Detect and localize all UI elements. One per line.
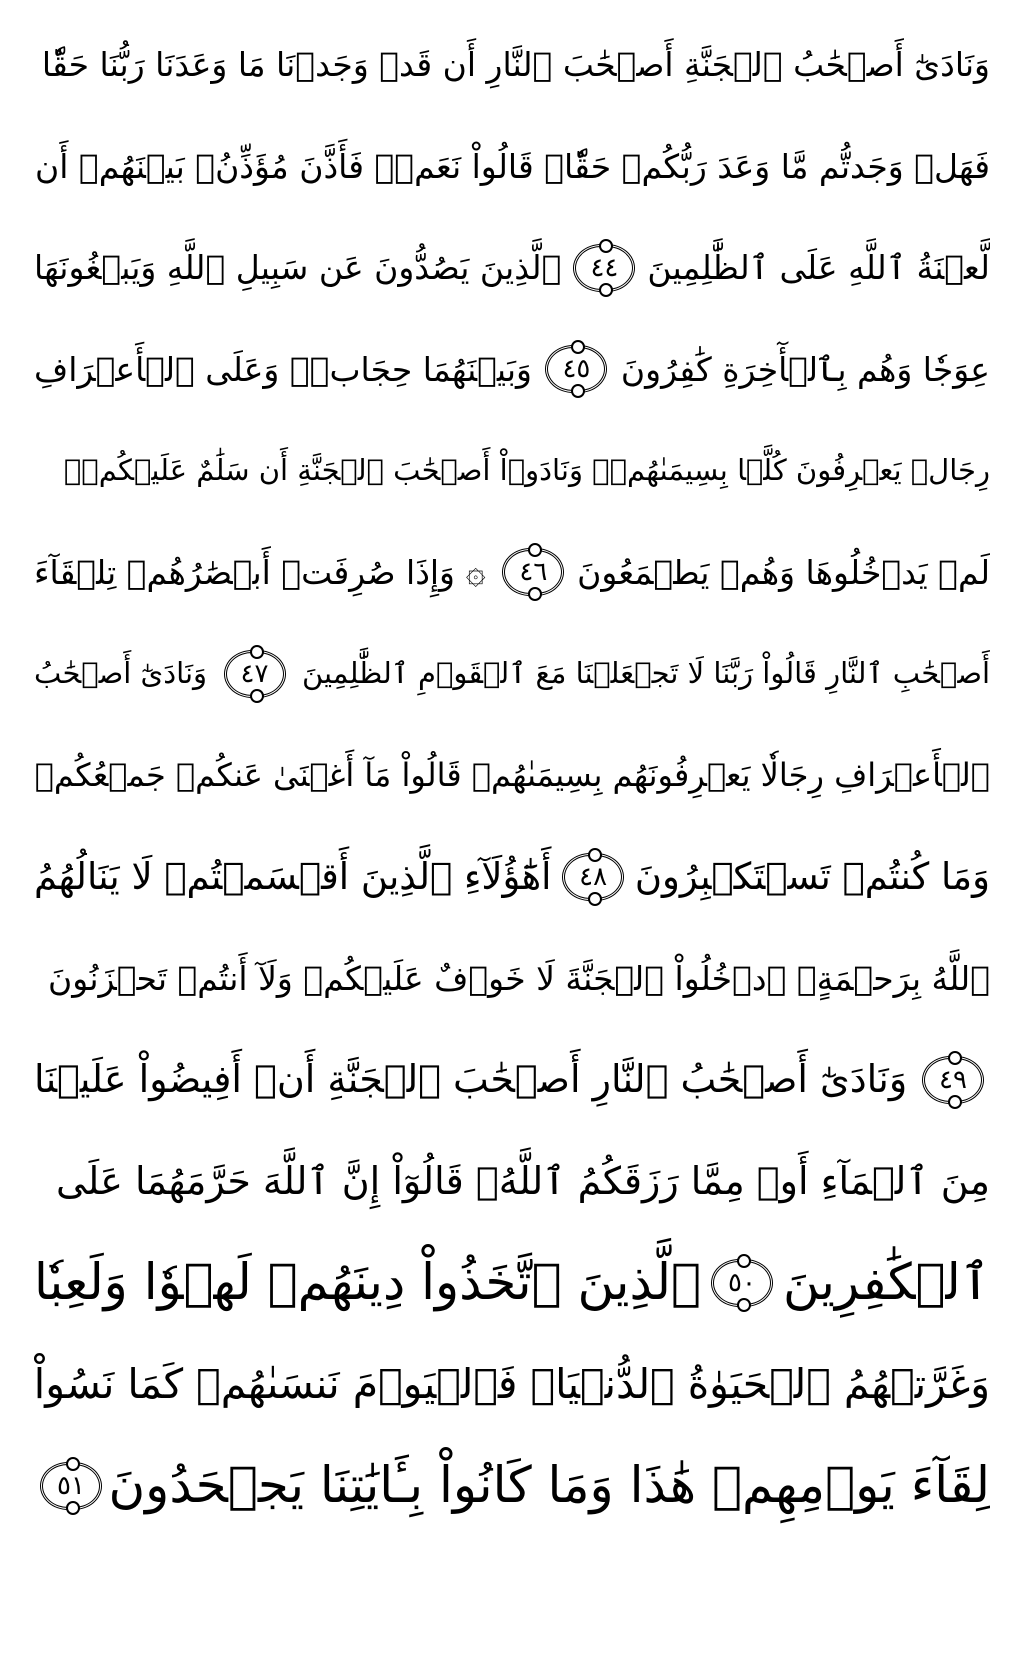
text-line — [34, 14, 990, 116]
text-line — [34, 623, 990, 725]
verse-text: فَهَلۡ وَجَدتُّم مَّا وَعَدَ رَبُّكُمۡ حَقّٗاۖ قَالُواْ نَعَمۡۚ فَأَذَّنَ مُؤَذِّنُۢ بَيۡنَهُمۡ أَن — [35, 146, 990, 186]
verse-text: ٱلۡأَعۡرَافِ رِجَالٗا يَعۡرِفُونَهُم بِسِيمَىٰهُمۡ قَالُواْ مَآ أَغۡنَىٰ عَنكُمۡ جَمۡعُكُمۡ — [34, 755, 990, 794]
text-line — [34, 725, 990, 827]
ayah-number-marker: ٥١ — [40, 1462, 102, 1510]
ayah-number-marker: ٤٥ — [545, 345, 607, 393]
verse-text: لَّعۡنَةُ ٱللَّهِ عَلَى ٱلظَّٰلِمِينَ — [647, 248, 990, 287]
text-line — [34, 1334, 990, 1436]
verse-text: أَهَٰٓؤُلَآءِ ٱلَّذِينَ أَقۡسَمۡتُمۡ لَا يَنَالُهُمُ — [34, 855, 552, 898]
verse-text: وَنَادَىٰٓ أَصۡحَٰبُ ٱلۡجَنَّةِ أَصۡحَٰبَ ٱلنَّارِ أَن قَدۡ وَجَدۡنَا مَا وَعَدَنَا رَبُّنَا حَقّٗا — [41, 45, 990, 84]
text-line — [34, 826, 990, 928]
text-line — [34, 116, 990, 218]
ayah-number-marker: ٤٦ — [502, 548, 564, 596]
verse-text: لِقَآءَ يَوۡمِهِمۡ هَٰذَا وَمَا كَانُواْ بِـَٔايَٰتِنَا يَجۡحَدُونَ — [108, 1456, 990, 1514]
verse-text: وَمَا كُنتُمۡ تَسۡتَكۡبِرُونَ — [634, 855, 990, 898]
rub-el-hizb-icon: ۞ — [465, 551, 486, 592]
ayah-number-marker: ٥٠ — [711, 1259, 773, 1307]
text-line — [34, 1232, 990, 1334]
text-line — [34, 1029, 990, 1131]
ayah-number-marker: ٤٧ — [224, 650, 286, 698]
mushaf-page — [34, 14, 990, 1642]
text-line — [34, 1131, 990, 1233]
ayah-number-marker: ٤٤ — [573, 244, 635, 292]
verse-text: أَصۡحَٰبِ ٱلنَّارِ قَالُواْ رَبَّنَا لَا تَجۡعَلۡنَا مَعَ ٱلۡقَوۡمِ ٱلظَّٰلِمِينَ — [301, 656, 990, 690]
ayah-number-marker: ٤٨ — [562, 853, 624, 901]
verse-text: رِجَالٞ يَعۡرِفُونَ كُلَّۢا بِسِيمَىٰهُمۡۚ وَنَادَوۡاْ أَصۡحَٰبَ ٱلۡجَنَّةِ أَن سَلَٰمٌ عَلَيۡكُمۡۚ — [63, 453, 990, 487]
verse-text: ٱلۡكَٰفِرِينَ — [782, 1253, 990, 1311]
verse-text: ٱللَّهُ بِرَحۡمَةٍۚ ٱدۡخُلُواْ ٱلۡجَنَّةَ لَا خَوۡفٌ عَلَيۡكُمۡ وَلَآ أَنتُمۡ تَحۡزَنُونَ — [48, 958, 990, 998]
text-line — [34, 420, 990, 522]
verse-text: لَمۡ يَدۡخُلُوهَا وَهُمۡ يَطۡمَعُونَ — [577, 552, 990, 592]
verse-text: ٱلَّذِينَ ٱتَّخَذُواْ دِينَهُمۡ لَهۡوٗا وَلَعِبٗا — [34, 1253, 701, 1311]
verse-text: وَغَرَّتۡهُمُ ٱلۡحَيَوٰةُ ٱلدُّنۡيَاۚ فَٱلۡيَوۡمَ نَنسَىٰهُمۡ كَمَا نَسُواْ — [34, 1359, 990, 1408]
text-line — [34, 522, 990, 624]
text-line — [34, 319, 990, 421]
verse-text: ٱلَّذِينَ يَصُدُّونَ عَن سَبِيلِ ٱللَّهِ وَيَبۡغُونَهَا — [34, 248, 562, 287]
verse-text: وَبَيۡنَهُمَا حِجَابٞۚ وَعَلَى ٱلۡأَعۡرَافِ — [34, 349, 532, 389]
text-line — [34, 928, 990, 1030]
verse-text: عِوَجٗا وَهُم بِٱلۡأٓخِرَةِ كَٰفِرُونَ — [620, 349, 990, 389]
verse-text: مِنَ ٱلۡمَآءِ أَوۡ مِمَّا رَزَقَكُمُ ٱللَّهُۚ قَالُوٓاْ إِنَّ ٱللَّهَ حَرَّمَهُمَا عَلَى — [55, 1158, 990, 1203]
verse-text: وَنَادَىٰٓ أَصۡحَٰبُ — [34, 656, 208, 690]
verse-text: وَإِذَا صُرِفَتۡ أَبۡصَٰرُهُمۡ تِلۡقَآءَ — [34, 552, 455, 592]
ayah-number-marker: ٤٩ — [922, 1056, 984, 1104]
text-line — [34, 1435, 990, 1537]
text-line — [34, 217, 990, 319]
verse-text: وَنَادَىٰٓ أَصۡحَٰبُ ٱلنَّارِ أَصۡحَٰبَ ٱلۡجَنَّةِ أَنۡ أَفِيضُواْ عَلَيۡنَا — [34, 1057, 908, 1101]
